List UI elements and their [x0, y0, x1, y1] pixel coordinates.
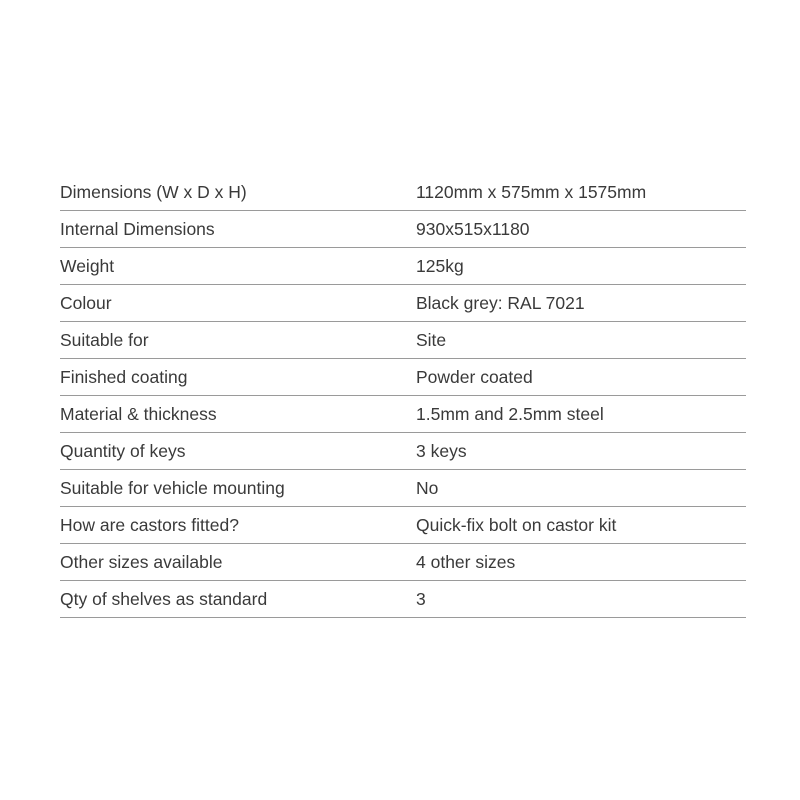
- spec-label: Qty of shelves as standard: [60, 581, 416, 618]
- spec-label: Internal Dimensions: [60, 211, 416, 248]
- specification-rows: [60, 173, 746, 618]
- spec-value: 1120mm x 575mm x 1575mm: [416, 173, 746, 211]
- spec-row-colour: [60, 285, 746, 322]
- spec-label: Suitable for vehicle mounting: [60, 470, 416, 507]
- spec-label: Suitable for: [60, 322, 416, 359]
- spec-label: Material & thickness: [60, 396, 416, 433]
- spec-label: Other sizes available: [60, 544, 416, 581]
- spec-label: Finished coating: [60, 359, 416, 396]
- spec-value: Site: [416, 322, 746, 359]
- spec-row-shelves: [60, 581, 746, 618]
- spec-row-dimensions: [60, 173, 746, 211]
- spec-label: Dimensions (W x D x H): [60, 173, 416, 211]
- spec-label: How are castors fitted?: [60, 507, 416, 544]
- spec-value: 1.5mm and 2.5mm steel: [416, 396, 746, 433]
- spec-row-castors-fitted: [60, 507, 746, 544]
- spec-value: 3 keys: [416, 433, 746, 470]
- spec-row-suitable-for: [60, 322, 746, 359]
- spec-row-finished-coating: [60, 359, 746, 396]
- spec-row-vehicle-mounting: [60, 470, 746, 507]
- spec-value: Black grey: RAL 7021: [416, 285, 746, 322]
- spec-label: Colour: [60, 285, 416, 322]
- spec-value: No: [416, 470, 746, 507]
- spec-row-weight: [60, 248, 746, 285]
- spec-value: 3: [416, 581, 746, 618]
- spec-row-quantity-of-keys: [60, 433, 746, 470]
- spec-value: 4 other sizes: [416, 544, 746, 581]
- spec-row-material-thickness: [60, 396, 746, 433]
- spec-value: Powder coated: [416, 359, 746, 396]
- specification-table: [60, 173, 746, 618]
- spec-label: Weight: [60, 248, 416, 285]
- spec-value: Quick-fix bolt on castor kit: [416, 507, 746, 544]
- spec-value: 125kg: [416, 248, 746, 285]
- spec-row-other-sizes: [60, 544, 746, 581]
- spec-value: 930x515x1180: [416, 211, 746, 248]
- spec-label: Quantity of keys: [60, 433, 416, 470]
- spec-row-internal-dimensions: [60, 211, 746, 248]
